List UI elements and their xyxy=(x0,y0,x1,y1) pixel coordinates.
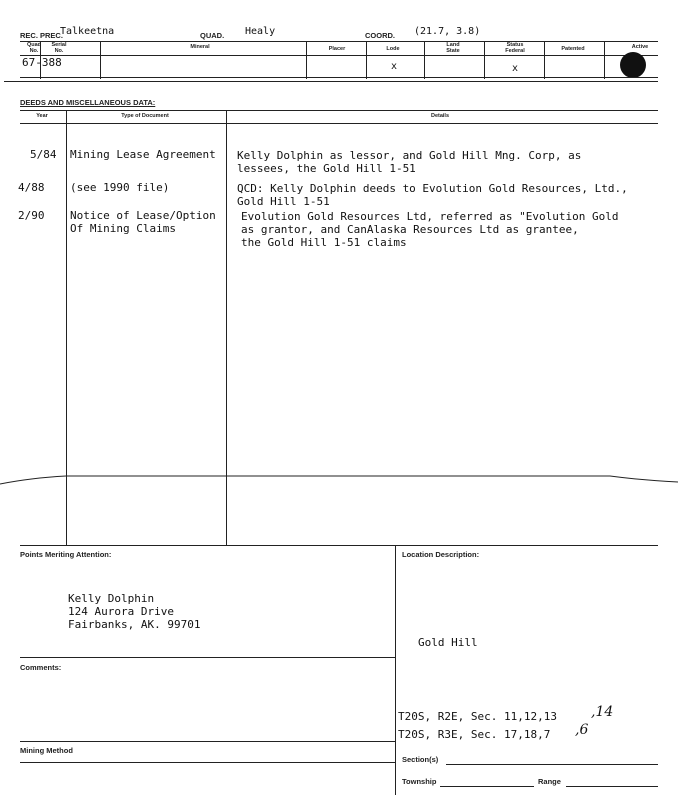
quad-label: QUAD. xyxy=(200,31,225,40)
header-mid-rule xyxy=(20,55,658,56)
deeds-section-title: DEEDS AND MISCELLANEOUS DATA: xyxy=(20,98,156,107)
legal-line-2-handwritten: ,6 xyxy=(575,722,589,738)
points-line: Fairbanks, AK. 99701 xyxy=(68,618,201,631)
sections-fill-line xyxy=(446,764,658,765)
deed-type: Notice of Lease/Option xyxy=(70,209,216,222)
legal-line-1-handwritten: ,14 xyxy=(591,704,614,720)
deed-details-line: as grantor, and CanAlaska Resources Ltd as grantee, xyxy=(241,223,579,236)
quad-no-value: 67-388 xyxy=(22,56,62,69)
deed-details-line: Gold Hill 1-51 xyxy=(237,195,330,208)
col-status-federal: Status Federal xyxy=(505,42,525,54)
comments-top-rule xyxy=(20,657,395,658)
deeds-top-rule xyxy=(20,110,658,111)
coord-value: (21.7, 3.8) xyxy=(414,26,481,37)
col-patented: Patented xyxy=(561,46,585,52)
status-federal-mark: x xyxy=(512,63,519,74)
deed-details-line: the Gold Hill 1-51 claims xyxy=(241,236,407,249)
location-value: Gold Hill xyxy=(418,636,478,649)
mining-method-label: Mining Method xyxy=(20,746,73,755)
township-fill-line xyxy=(440,786,534,787)
divider xyxy=(484,41,485,79)
comments-label: Comments: xyxy=(20,663,62,672)
deed-year: 4/88 xyxy=(18,181,45,194)
range-fill-line xyxy=(566,786,658,787)
range-label: Range xyxy=(538,777,561,786)
deed-year: 5/84 xyxy=(30,148,57,161)
lode-mark: x xyxy=(391,61,398,72)
col-land-state: Land State xyxy=(446,42,460,54)
deed-type: Of Mining Claims xyxy=(70,222,176,235)
location-label: Location Description: xyxy=(402,550,480,559)
col-type: Type of Document xyxy=(121,113,169,119)
points-line: 124 Aurora Drive xyxy=(68,605,174,618)
rec-prec-value: Talkeetna xyxy=(60,26,115,37)
deed-details-line: QCD: Kelly Dolphin deeds to Evolution Gold Resources, Ltd., xyxy=(237,182,628,195)
divider xyxy=(544,41,545,79)
header-top-rule xyxy=(20,41,658,42)
col-details: Details xyxy=(430,113,450,119)
sections-label: Section(s) xyxy=(402,755,439,764)
divider xyxy=(424,41,425,79)
points-line: Kelly Dolphin xyxy=(68,592,155,605)
deed-type: (see 1990 file) xyxy=(70,181,170,194)
col-placer: Placer xyxy=(328,46,346,52)
fold-line xyxy=(0,470,678,490)
divider xyxy=(306,41,307,79)
coord-label: COORD. xyxy=(365,31,395,40)
points-label: Points Meriting Attention: xyxy=(20,550,112,559)
divider xyxy=(366,41,367,79)
divider xyxy=(604,41,605,79)
mining-method-bottom-rule xyxy=(20,762,395,763)
col-year: Year xyxy=(36,113,48,119)
divider xyxy=(40,41,41,79)
legal-line-2: T20S, R3E, Sec. 17,18,7 xyxy=(398,728,551,741)
deed-details-line: Evolution Gold Resources Ltd, referred as "Evolution Gold xyxy=(241,210,619,223)
deeds-bottom-rule xyxy=(20,545,658,546)
active-dot xyxy=(620,52,646,78)
rec-prec-label: REC. PREC. xyxy=(20,31,63,40)
lower-center-divider xyxy=(395,545,396,795)
township-label: Township xyxy=(402,777,437,786)
col-active: Active xyxy=(631,44,649,50)
deed-details-line: lessees, the Gold Hill 1-51 xyxy=(237,162,416,175)
col-serial-no: Serial No. xyxy=(51,42,67,54)
header-bottom-rule xyxy=(20,77,658,78)
col-quad-no: Quad No. xyxy=(26,42,42,54)
col-lode: Lode xyxy=(386,46,400,52)
deed-type: Mining Lease Agreement xyxy=(70,148,216,161)
quad-value: Healy xyxy=(245,26,276,37)
mining-method-top-rule xyxy=(20,741,395,742)
header-bottom-rule-2 xyxy=(4,81,658,82)
legal-line-1: T20S, R2E, Sec. 11,12,13 xyxy=(398,710,557,723)
divider xyxy=(100,41,101,79)
deed-year: 2/90 xyxy=(18,209,45,222)
deed-details-line: Kelly Dolphin as lessor, and Gold Hill Mng. Corp, as xyxy=(237,149,582,162)
col-mineral: Mineral xyxy=(190,44,210,50)
deeds-header-rule xyxy=(20,123,658,124)
